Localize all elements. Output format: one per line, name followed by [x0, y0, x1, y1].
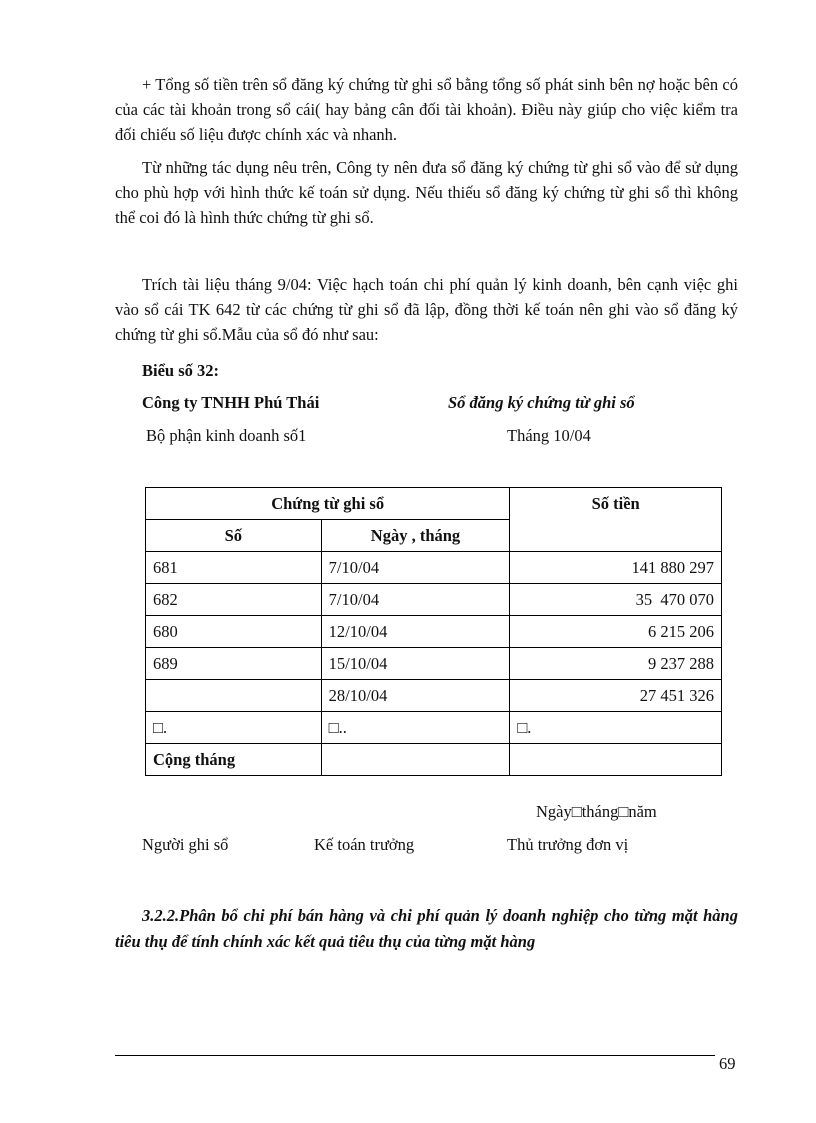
page-number: 69 [719, 1054, 736, 1073]
table-row [146, 712, 722, 744]
ledger-month: Tháng 10/04 [507, 426, 591, 445]
department-name: Bộ phận kinh doanh số1 [146, 426, 307, 445]
cell-date: 12/10/04 [321, 616, 510, 648]
header-number: Số [146, 520, 322, 552]
cell-number: 681 [146, 552, 322, 584]
ledger-title: Sổ đăng ký chứng từ ghi sổ [448, 393, 635, 412]
signer-chief-accountant: Kế toán trưởng [314, 835, 415, 854]
paragraph-summary: + Tổng số tiền trên sổ đăng ký chứng từ ghi sổ bằng tổng số phát sinh bên nợ hoặc bên có của các tài khoản trong sổ cái( hay bảng cân đối tài khoản). Điều này giúp cho việc kiểm tra đối chiếu số liệu được chính xác và nhanh. [115, 75, 738, 144]
cell-amount: □. [510, 712, 722, 744]
signer-head: Thủ trưởng đơn vị [507, 835, 629, 854]
total-label: Cộng tháng [146, 744, 322, 776]
table-row [146, 648, 722, 680]
cell-number: □. [146, 712, 322, 744]
cell-amount: 6 215 206 [510, 616, 722, 648]
company-name: Công ty TNHH Phú Thái [142, 393, 320, 412]
table-row [146, 584, 722, 616]
date-line: Ngày□tháng□năm [536, 802, 657, 821]
cell-number: 682 [146, 584, 322, 616]
cell-date: 7/10/04 [321, 552, 510, 584]
table-row [146, 552, 722, 584]
signer-recorder: Người ghi sổ [142, 835, 229, 854]
total-empty-cell [321, 744, 510, 776]
cell-number: 689 [146, 648, 322, 680]
cell-date: □.. [321, 712, 510, 744]
footer-rule [115, 1055, 715, 1056]
header-date: Ngày , tháng [321, 520, 510, 552]
header-amount: Số tiền [510, 488, 722, 552]
total-amount-cell [510, 744, 722, 776]
total-row [146, 744, 722, 776]
section-heading: 3.2.2.Phân bổ chi phí bán hàng và chi phí quản lý doanh nghiệp cho từng mặt hàng tiêu thụ để tính chính xác kết quả tiêu thụ của từng mặt hàng [115, 906, 738, 951]
cell-number [146, 680, 322, 712]
cell-amount: 141 880 297 [510, 552, 722, 584]
paragraph-excerpt: Trích tài liệu tháng 9/04: Việc hạch toán chi phí quản lý kinh doanh, bên cạnh việc ghi vào sổ cái TK 642 từ các chứng từ ghi sổ đã lập, đồng thời kế toán nên ghi vào sổ đăng ký chứng từ ghi sổ.Mẫu của sổ đó như sau: [115, 275, 738, 344]
cell-amount: 35 470 070 [510, 584, 722, 616]
ledger-table [145, 487, 722, 776]
table-row [146, 680, 722, 712]
form-label: Biểu số 32: [142, 361, 220, 380]
cell-date: 28/10/04 [321, 680, 510, 712]
cell-date: 7/10/04 [321, 584, 510, 616]
paragraph-recommendation: Từ những tác dụng nêu trên, Công ty nên đưa sổ đăng ký chứng từ ghi sổ vào để sử dụng cho phù hợp với hình thức kế toán sử dụng. Nếu thiếu sổ đăng ký chứng từ ghi sổ thì không thể coi đó là hình thức chứng từ ghi sổ. [115, 158, 738, 227]
cell-amount: 27 451 326 [510, 680, 722, 712]
cell-amount: 9 237 288 [510, 648, 722, 680]
cell-number: 680 [146, 616, 322, 648]
table-row [146, 616, 722, 648]
cell-date: 15/10/04 [321, 648, 510, 680]
header-voucher: Chứng từ ghi sổ [146, 488, 510, 520]
